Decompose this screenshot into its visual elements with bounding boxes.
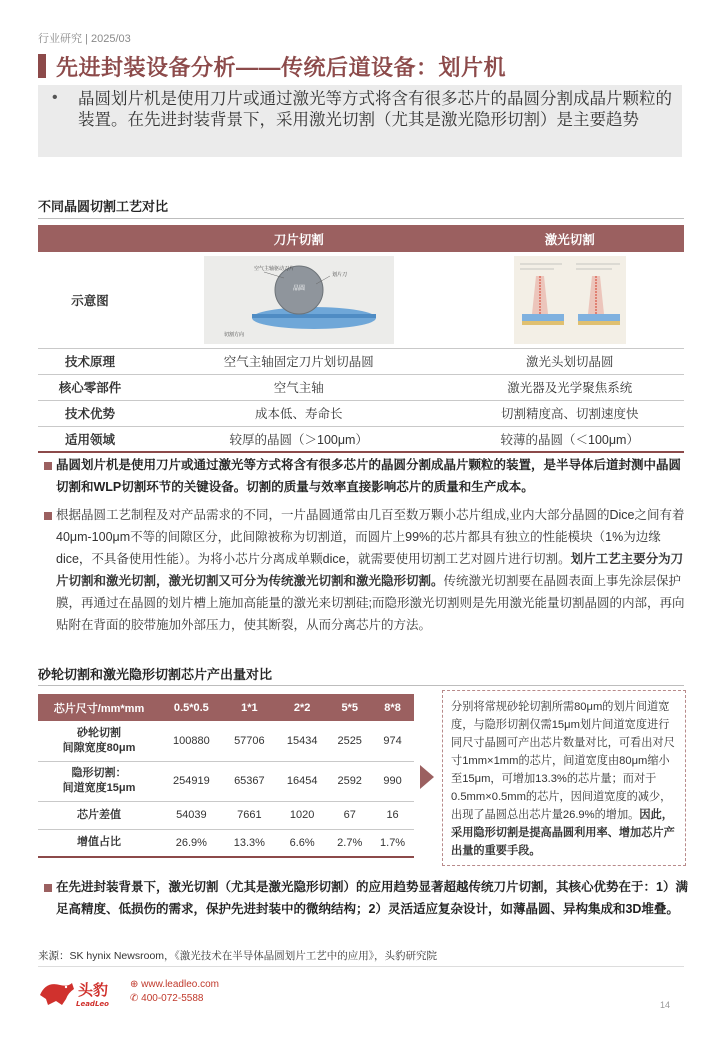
yield-cell: 974 — [371, 721, 414, 761]
yield-cell: 57706 — [223, 721, 276, 761]
phone-number — [130, 992, 219, 1006]
diagram-label-1: 空气主轴驱动刀片 — [253, 265, 294, 272]
laser-diagram-cell — [456, 252, 685, 348]
yield-header-row — [38, 694, 414, 721]
phone-text: 400-072-5588 — [141, 993, 204, 1004]
yield-row — [38, 721, 414, 761]
yield-cell: 16 — [371, 801, 414, 829]
yield-cell: 2525 — [328, 721, 371, 761]
bullet-square-icon — [44, 884, 52, 892]
page-title: 先进封装设备分析——传统后道设备：划片机 — [56, 55, 507, 80]
yield-cell: 1.7% — [371, 829, 414, 857]
section-divider — [38, 685, 684, 686]
conclusion-paragraph: 在先进封装背景下，激光切割（尤其是激光隐形切割）的应用趋势显著超越传统刀片切割，其核心优势在于：1）满足高精度、低损伤的需求，保护先进封装中的微纳结构；2）灵活适应复杂设计，如薄晶圆、异构集成和3D堆叠。 — [56, 880, 688, 916]
yield-cell: 54039 — [160, 801, 223, 829]
leopard-logo-icon — [38, 975, 126, 1009]
blade-cell: 空气主轴 — [142, 374, 456, 400]
yield-cell: 65367 — [223, 761, 276, 801]
blade-diagram-cell — [142, 252, 456, 348]
table-header-laser: 激光切割 — [456, 225, 685, 252]
report-tag: 行业研究 | 2025/03 — [38, 33, 131, 45]
paragraph-2-bold: 划片工艺主要分为刀片切割和激光切割，激光切割又可分为传统激光切割和激光隐形切割。 — [56, 552, 684, 588]
row-label: 适用领域 — [38, 426, 142, 452]
yield-row — [38, 761, 414, 801]
paragraph-2-part-2: 传统激光切割要在晶圆表面上事先涂层保护膜，再通过在晶圆的划片槽上施加高能量的激光来切割硅;而隐形激光切割则是先用激光能量切割晶圆的内部，再向贴附在背面的胶带施加外部压力，使其断裂，从而分离芯片的方法。 — [56, 574, 685, 632]
yield-header-size: 8*8 — [371, 694, 414, 721]
yield-cell: 100880 — [160, 721, 223, 761]
source-note: 来源：SK hynix Newsroom，《激光技术在半导体晶圆划片工艺中的应用》，头豹研究院 — [38, 950, 438, 962]
laser-cell: 激光器及光学聚焦系统 — [456, 374, 685, 400]
arrow-right-icon — [420, 765, 434, 789]
table-row — [38, 426, 684, 452]
yield-cell: 254919 — [160, 761, 223, 801]
globe-icon: ⊕ — [130, 979, 142, 990]
yield-row-label — [38, 721, 160, 761]
row-label: 技术原理 — [38, 348, 142, 374]
yield-cell: 7661 — [223, 801, 276, 829]
yield-row-label-line-2: 间隙宽度80μm — [62, 741, 136, 754]
summary-box — [38, 85, 682, 157]
yield-cell: 15434 — [276, 721, 328, 761]
phone-icon: ✆ — [130, 993, 142, 1004]
leadleo-logo — [38, 975, 126, 1009]
website-text: www.leadleo.com — [141, 979, 219, 990]
yield-row-label: 增值占比 — [38, 829, 160, 857]
yield-row-label — [38, 761, 160, 801]
logo-brand-text: 头豹 — [78, 981, 109, 999]
laser-cutting-diagram — [514, 256, 626, 344]
callout-bold-text: 因此，采用隐形切割是提高晶圆利用率、增加芯片产出量的重要手段。 — [451, 809, 675, 857]
yield-cell: 990 — [371, 761, 414, 801]
yield-cell: 6.6% — [276, 829, 328, 857]
footer-divider — [38, 966, 684, 967]
yield-cell: 16454 — [276, 761, 328, 801]
table-row — [38, 348, 684, 374]
wafer-text: 晶圆 — [292, 284, 305, 292]
yield-callout-box — [442, 690, 686, 866]
blade-cell: 较厚的晶圆（＞100μm） — [142, 426, 456, 452]
yield-row — [38, 829, 414, 857]
summary-text: 晶圆划片机是使用刀片或通过激光等方式将含有很多芯片的晶圆分割成晶片颗粒的装置。在先进封装背景下，采用激光切割（尤其是激光隐形切割）是主要趋势 — [78, 90, 672, 129]
row-label: 技术优势 — [38, 400, 142, 426]
yield-section-title: 砂轮切割和激光隐形切割芯片产出量对比 — [38, 667, 273, 682]
title-accent-bar — [38, 54, 46, 78]
website-link[interactable] — [130, 978, 219, 992]
yield-header-size: 1*1 — [223, 694, 276, 721]
table-row — [38, 400, 684, 426]
logo-brand-en-text: LeadLeo — [76, 1000, 109, 1008]
diagram-label-3: 切割方向 — [223, 331, 244, 338]
yield-row-label-line-1: 隐形切割： — [71, 767, 127, 779]
blade-cutting-diagram — [204, 256, 394, 344]
bullet-dot-icon: • — [52, 89, 58, 106]
yield-comparison-table — [38, 694, 414, 858]
row-label-diagram: 示意图 — [38, 252, 142, 348]
section-divider — [38, 218, 684, 219]
yield-row — [38, 801, 414, 829]
yield-header-size: 2*2 — [276, 694, 328, 721]
table-header-row — [38, 225, 684, 252]
yield-row-label-line-1: 砂轮切割 — [77, 726, 121, 739]
diagram-label-2: 划片刀 — [331, 271, 347, 278]
yield-header-size: 5*5 — [328, 694, 371, 721]
comparison-section-title: 不同晶圆切割工艺对比 — [38, 199, 169, 214]
table-row-diagram — [38, 252, 684, 348]
paragraph-1: 晶圆划片机是使用刀片或通过激光等方式将含有很多芯片的晶圆分割成晶片颗粒的装置，是半导体后道封测中晶圆切割和WLP切割环节的关键设备。切割的质量与效率直接影响芯片的质量和生产成本。 — [56, 458, 682, 494]
yield-cell: 13.3% — [223, 829, 276, 857]
yield-cell: 2592 — [328, 761, 371, 801]
table-header-blade: 刀片切割 — [142, 225, 456, 252]
paragraph-2-part-1: 根据晶圆工艺制程及对产品需求的不同，一片晶圆通常由几百至数万颗小芯片组成,业内大部分晶圆的Dice之间有着40μm-100μm不等的间隙区分，此间隙被称为切割道，而圆片上99%的芯片都具有独立的性能模块（1%为边缘dice，不具备使用性能）。为将小芯片分离成单颗dice，就需要使用切割工艺对圆片进行切割。 — [56, 508, 685, 566]
laser-cell: 切割精度高、切割速度快 — [456, 400, 685, 426]
blade-cell: 成本低、寿命长 — [142, 400, 456, 426]
footer-contact — [130, 978, 219, 1006]
yield-header-size: 0.5*0.5 — [160, 694, 223, 721]
yield-row-label: 芯片差值 — [38, 801, 160, 829]
yield-cell: 26.9% — [160, 829, 223, 857]
yield-cell: 2.7% — [328, 829, 371, 857]
table-row — [38, 374, 684, 400]
laser-cell: 较薄的晶圆（＜100μm） — [456, 426, 685, 452]
laser-cell: 激光头划切晶圆 — [456, 348, 685, 374]
paragraph-2 — [56, 504, 688, 636]
blade-cell: 空气主轴固定刀片划切晶圆 — [142, 348, 456, 374]
page-number: 14 — [660, 1000, 671, 1010]
bullet-square-icon — [44, 462, 52, 470]
table-header-empty — [38, 225, 142, 252]
yield-cell: 67 — [328, 801, 371, 829]
row-label: 核心零部件 — [38, 374, 142, 400]
yield-header-label: 芯片尺寸/mm*mm — [38, 694, 160, 721]
yield-cell: 1020 — [276, 801, 328, 829]
bullet-square-icon — [44, 512, 52, 520]
yield-row-label-line-2: 间道宽度15μm — [62, 782, 136, 794]
callout-text: 分别将常规砂轮切割所需80μm的划片间道宽度，与隐形切割仅需15μm划片间道宽度进行同尺寸晶圆可产出芯片数量对比，可看出对尺寸1mm×1mm的芯片，间道宽度由80μm缩小至15μm，可增加13.3%的芯片量；而对于0.5mm×0.5mm的芯片，因间道宽度的减少，出现了晶圆总出芯片量26.9%的增加。 — [451, 701, 675, 821]
cutting-comparison-table — [38, 225, 684, 453]
